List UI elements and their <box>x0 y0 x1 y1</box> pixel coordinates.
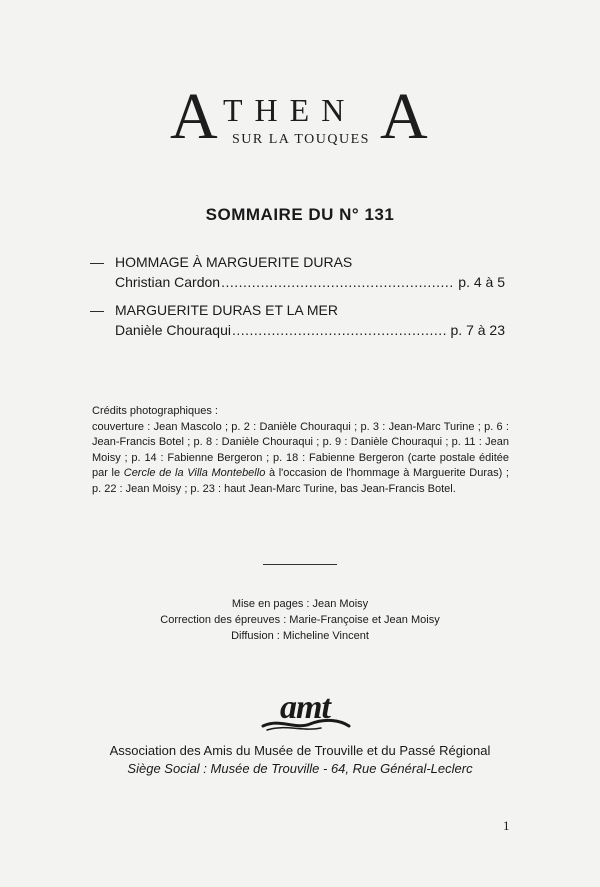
photo-credits-body <box>92 420 509 498</box>
separator-rule <box>263 564 337 565</box>
toc-entry-author: Danièle Chouraqui <box>115 322 231 338</box>
toc-dash: — <box>90 302 104 318</box>
masthead-logo <box>170 80 450 154</box>
layout-credit: Mise en pages : Jean Moisy <box>231 598 369 610</box>
colophon <box>0 596 600 644</box>
photo-credits <box>92 404 509 497</box>
proofreading-credit: Correction des épreuves : Marie-Françoise et Jean Moisy <box>160 614 440 626</box>
masthead-subtitle: SUR LA TOUQUES <box>232 132 370 147</box>
contents-heading: SOMMAIRE DU N° 131 <box>205 205 395 224</box>
toc-dash: — <box>90 254 104 270</box>
masthead-first-letter: A <box>170 80 218 153</box>
toc-entry-pages: p. 4 à 5 <box>458 274 505 290</box>
page-number: 1 <box>503 818 510 833</box>
logo-lettering: amt <box>280 689 330 726</box>
toc-entry <box>90 300 505 340</box>
photo-credits-italic: Cercle de la Villa Montebello <box>123 467 266 479</box>
toc-entry-author: Christian Cardon <box>115 274 221 290</box>
association-logo-icon <box>255 688 355 732</box>
toc-entry <box>90 252 505 292</box>
association-name: Association des Amis du Musée de Trouville et du Passé Régional <box>109 743 491 758</box>
distribution-credit: Diffusion : Micheline Vincent <box>231 630 369 642</box>
table-of-contents <box>90 252 505 348</box>
association-seat: Siège Social : Musée de Trouville - 64, Rue Général-Leclerc <box>127 761 473 776</box>
photo-credits-text-2: à l'occasion de l'hommage à Marguerite Duras) ; p. 22 : Jean Moisy ; p. 23 : haut Jean-Marc Turine, bas Jean-Francis Botel. <box>92 467 509 495</box>
toc-entry-title: MARGUERITE DURAS ET LA MER <box>115 302 339 318</box>
toc-entry-title: HOMMAGE À MARGUERITE DURAS <box>115 254 353 270</box>
association-info <box>0 742 600 778</box>
masthead-middle-letters: THEN <box>223 92 357 128</box>
photo-credits-text-1: couverture : Jean Mascolo ; p. 2 : Danièle Chouraqui ; p. 3 : Jean-Marc Turine ; p. 6 : Jean-Francis Botel ; p. 8 : Danièle Chouraqui ; p. 9 : Danièle Chouraqui ; p. 11 : Jean Moisy ; p. 14 : Fabienne Bergeron ; p. 18 : Fabienne Bergeron (carte postale éditée par le <box>92 420 509 479</box>
photo-credits-heading: Crédits photographiques : <box>92 405 218 417</box>
toc-entry-pages: p. 7 à 23 <box>450 322 505 338</box>
toc-leader-dots <box>232 320 447 340</box>
masthead-last-letter: A <box>380 80 428 153</box>
toc-leader-dots <box>221 272 454 292</box>
